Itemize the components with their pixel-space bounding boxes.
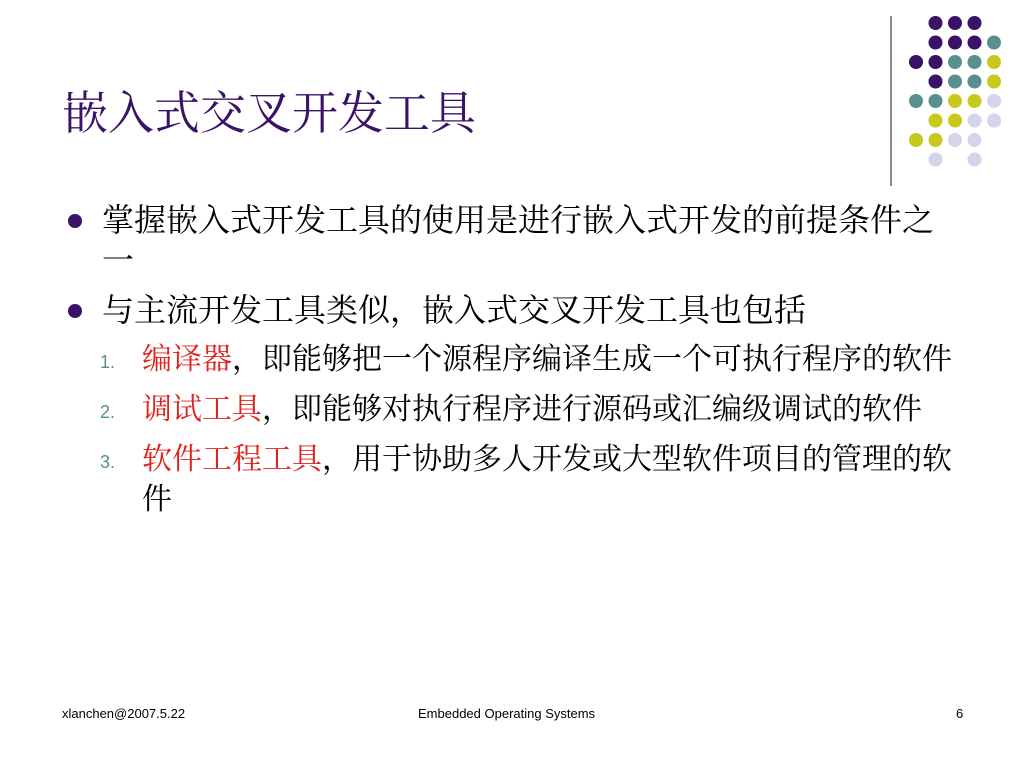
decorative-dot <box>929 75 943 89</box>
decorative-dot <box>968 114 982 128</box>
decorative-dot <box>948 133 962 147</box>
bullet-item <box>62 290 962 330</box>
item-number: 1. <box>100 352 116 372</box>
decorative-dot <box>948 75 962 89</box>
decorative-dot <box>987 75 1001 89</box>
decorative-dot <box>987 114 1001 128</box>
decorative-dot <box>968 36 982 50</box>
highlight-term: 软件工程工具 <box>142 442 322 477</box>
decorative-dot <box>987 55 1001 69</box>
decorative-dot <box>968 94 982 108</box>
item-number: 2. <box>100 402 116 422</box>
numbered-item <box>62 390 962 430</box>
decorative-dot <box>948 55 962 69</box>
decorative-dot <box>929 36 943 50</box>
decorative-dot <box>929 153 943 167</box>
decorative-dot <box>968 133 982 147</box>
highlight-term: 编译器 <box>142 342 232 377</box>
decorative-dot <box>929 133 943 147</box>
decorative-dot <box>948 16 962 30</box>
bullet-dot-icon <box>68 304 82 318</box>
decorative-dot <box>987 36 1001 50</box>
bullet-dot-icon <box>68 214 82 228</box>
numbered-item <box>62 340 962 380</box>
decorative-dot <box>929 16 943 30</box>
decorative-dot-grid <box>0 0 1024 200</box>
decorative-dot <box>968 75 982 89</box>
decorative-dot <box>948 114 962 128</box>
decorative-dot <box>968 55 982 69</box>
slide-body <box>62 200 962 530</box>
item-number: 3. <box>100 452 116 472</box>
item-text: ，用于协助多人开发或大型软件项目的管理的软件 <box>142 442 952 517</box>
slide-title: 嵌入式交叉开发工具 <box>62 86 476 140</box>
decorative-dot <box>968 16 982 30</box>
highlight-term: 调试工具 <box>142 392 262 427</box>
bullet-item <box>62 200 962 280</box>
decorative-dot <box>948 36 962 50</box>
bullet-text: 与主流开发工具类似，嵌入式交叉开发工具也包括 <box>102 291 807 329</box>
bullet-text: 掌握嵌入式开发工具的使用是进行嵌入式开发的前提条件之一 <box>102 201 935 279</box>
decorative-dot <box>909 94 923 108</box>
decorative-dot <box>929 94 943 108</box>
decorative-dot <box>909 55 923 69</box>
footer-page-number: 6 <box>956 706 964 721</box>
decorative-dot <box>987 94 1001 108</box>
decorative-dot <box>968 153 982 167</box>
decorative-dot <box>929 55 943 69</box>
item-text: ，即能够对执行程序进行源码或汇编级调试的软件 <box>262 392 922 427</box>
decorative-dot <box>929 114 943 128</box>
decorative-dot <box>909 133 923 147</box>
item-text: ，即能够把一个源程序编译生成一个可执行程序的软件 <box>232 342 952 377</box>
footer-course: Embedded Operating Systems <box>418 706 596 721</box>
decorative-dot <box>948 94 962 108</box>
footer-author: xlanchen@2007.5.22 <box>62 706 186 721</box>
numbered-item <box>62 440 962 520</box>
